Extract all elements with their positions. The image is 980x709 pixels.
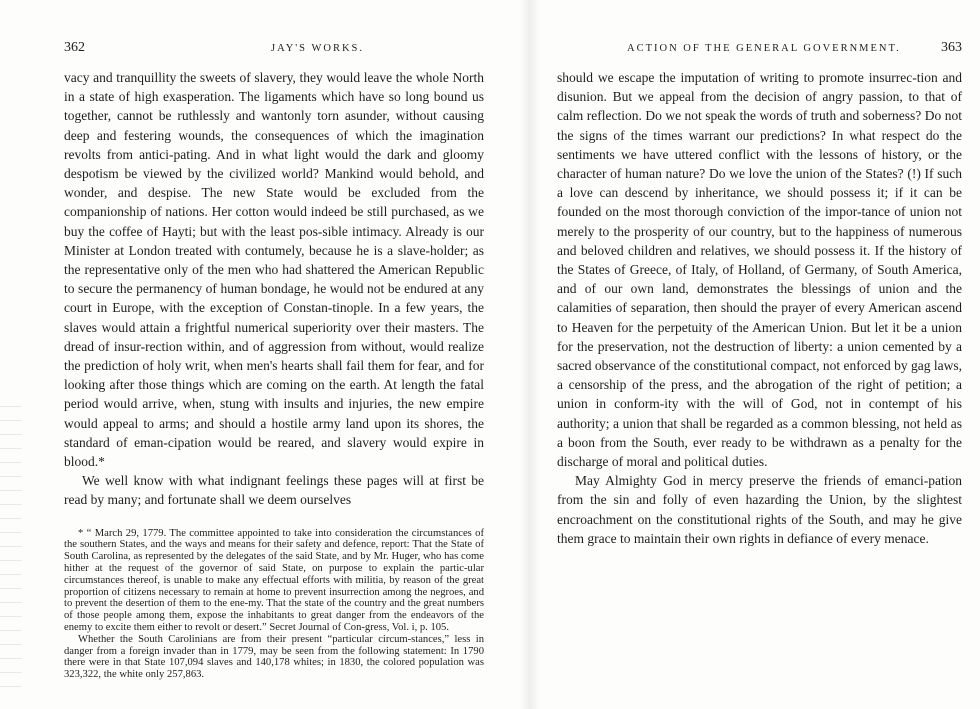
footnote-paragraph-2: Whether the South Carolinians are from their present “particular circum-stances,” less in danger from a foreign invader than in 1779, may be seen from the following statement: In 1790 there were in that State 107,094 slaves and 140,178 whites; in 1830, the colored population was 323,322, the white only 257,863. xyxy=(64,633,484,681)
right-page-header xyxy=(557,40,962,56)
left-body-paragraph-2: We well know with what indignant feelings these pages will at first be read by many; and fortunate shall we deem ourselves xyxy=(64,473,484,508)
right-body-paragraph: should we escape the imputation of writing to promote insurrec-tion and disunion. But we appeal from the decision of angry passion, to that of calm reflection. Do we not speak the words of truth and soberness? Do not the signs of the times warrant our predictions? In what respect do the sentiments we have uttered conflict with the lessons of history, or the character of human nature? Do we love the union of the States? (!) If such a love can descend by inheritance, we should possess it; if it can be founded on the most thorough conviction of the impor-tance of union not merely to the prosperity of our country, but to the happiness of numerous and beloved children and relatives, we should possess it. If the history of the States of Greece, of Italy, of Holland, of Germany, of South America, and of our own land, demonstrates the blessings of union and the calamities of separation, then should the prayer of every American ascend to Heaven for the perpetuity of the American Union. But let it be a union for the preservation, not the destruction of liberty: a union cemented by a sacred observance of the constitutional compact, not enforced by gag laws, a censorship of the press, and the abrogation of the right of petition; a union in conform-ity with the will of God, not in contempt of his authority; a union that shall be regarded as a common blessing, not held as a boon from the South, ever ready to be withdrawn as a penalty for the discharge of moral and political duties. xyxy=(557,70,962,470)
footnote-paragraph-1: * “ March 29, 1779. The committee appointed to take into consideration the circumstances of the southern States, and the ways and means for their safety and defence, report: That the State of South Carolina, as represented by the delegates of the said State, and by Mr. Huger, who has come hither at the request of the governor of said State, on purpose to explain the partic-ular circumstances thereof, is unable to make any effectual efforts with militia, by reason of the great proportion of citizens necessary to remain at home to prevent insurrection among the negroes, and to prevent the desertion of them to the ene-my. That the state of the country and the great numbers of those people among them, expose the inhabitants to great danger from the endeavors of the enemy to excite them either to revolt or desert.” Secret Journal of Con-gress, Vol. i, p. 105. xyxy=(64,527,484,634)
left-footnote xyxy=(64,528,484,681)
left-page-number: 362 xyxy=(64,40,85,55)
left-running-head: JAY'S WORKS. xyxy=(271,43,364,54)
right-body-paragraph-2: May Almighty God in mercy preserve the friends of emanci-pation from the sin and folly of even hazarding the Union, by the slightest encroachment on the constitutional rights of the South, and may he give them grace to maintain their own rights in defiance of every menace. xyxy=(557,473,962,546)
scan-margin-artifact xyxy=(0,400,22,700)
left-body-paragraph: vacy and tranquillity the sweets of slavery, they would leave the whole North in a state of high exasperation. The ligaments which have so long bound us together, cannot be ruthlessly and wantonly torn asunder, without causing deep and festering wounds, the consequences of which the imagination revolts from antici-pating. And in what light would the dark and gloomy despotism be viewed by the civilized world? Mankind would behold, and wonder, and despise. The new State would be excluded from the companionship of nations. Her cotton would indeed be still purchased, as we buy the coffee of Hayti; but with the least pos-sible intimacy. Already is our Minister at London treated with contumely, because he is a slave-holder; as the representative only of the men who had shattered the American Republic to secure the permanency of human bondage, he would not be endured at any court in Europe, with the exception of Constan-tinople. In a few years, the slaves would attain a frightful numerical superiority over their masters. The dread of insur-rection within, and of aggression from without, would realize the prediction of holy writ, when men's hearts shall fail them for fear, and for looking after those things which are coming on the earth. At length the fatal period would arrive, when, stung with insults and injuries, the new empire would appeal to arms; and should a hostile army land upon its shores, the standard of eman-cipation would be reared, and slavery would expire in blood.* xyxy=(64,70,484,470)
right-page xyxy=(557,40,962,548)
book-spine xyxy=(520,0,540,709)
left-page-header xyxy=(64,40,484,56)
right-page-number: 363 xyxy=(941,40,962,55)
right-running-head: ACTION OF THE GENERAL GOVERNMENT. xyxy=(627,43,901,54)
left-page xyxy=(64,40,484,681)
